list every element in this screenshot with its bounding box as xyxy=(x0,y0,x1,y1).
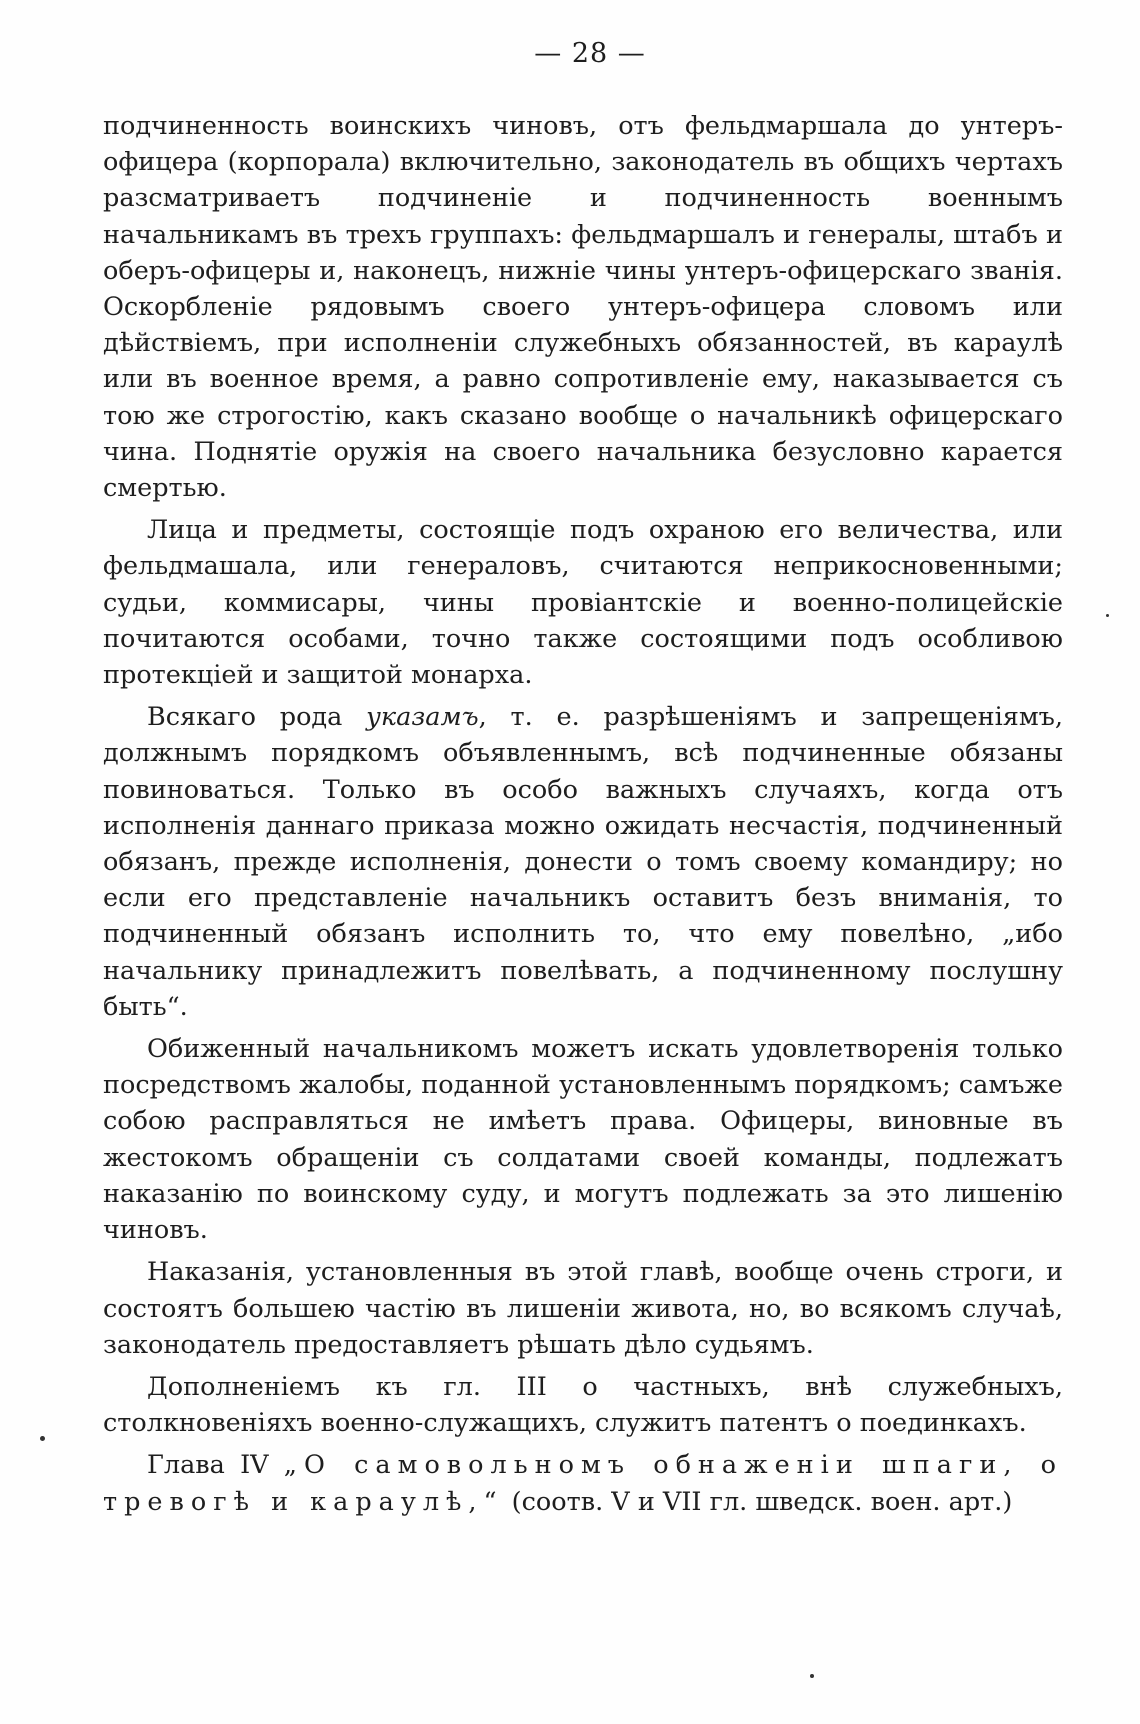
paragraph-punishments: Наказанія, установленныя въ этой главѣ, вообще очень строги, и состоятъ большею частію въ лишеніи живота, но, во всякомъ случаѣ, законодатель предоставляетъ рѣшать дѣло судьямъ. xyxy=(103,1257,1063,1360)
chapter-four-reference: (соотв. V и VII гл. шведск. воен. арт.) xyxy=(503,1486,1013,1517)
ink-speck xyxy=(1106,614,1109,617)
paragraph-complaints: Обиженный начальникомъ можетъ искать удовлетворенія только посредствомъ жалобы, поданной установленнымъ порядкомъ; самъже собою расправляться не имѣетъ права. Офицеры, виновные въ жестокомъ обращеніи съ солдатами своей команды, подлежатъ наказанію по воинскому суду, и могутъ подлежать за это лишенію чиновъ. xyxy=(103,1034,1063,1246)
paragraph-orders-lead: Всякаго рода xyxy=(147,702,367,733)
paragraph-protected-persons: Лица и предметы, состоящіе подъ охраною его величества, или фельдмашала, или генераловъ, считаются неприкосновенными; судьи, коммисары, чины провіантскіе и военно-полицейскіе почитаются особами, точно также состоящими подъ особливою протекціей и защитой монарха. xyxy=(103,515,1063,691)
paragraph-orders-text: , т. е. разрѣшеніямъ и запрещеніямъ, должнымъ порядкомъ объявленнымъ, всѣ подчиненные обязаны повиноваться. Только въ особо важныхъ случаяхъ, когда отъ исполненія даннаго приказа можно ожидать несчастія, подчиненный обязанъ, прежде исполненія, донести о томъ своему командиру; но если его представленіе начальникъ оставитъ безъ вниманія, то подчиненный обязанъ исполнить то, что ему повелѣно, „ибо начальнику принадлежитъ повелѣвать, а подчиненному послушну быть“. xyxy=(103,702,1063,1022)
chapter-four-title: „О самовольномъ обнаженіи шпаги, о тревогѣ и караулѣ,“ xyxy=(103,1450,1064,1517)
ink-speck xyxy=(810,1674,814,1678)
paragraph-orders xyxy=(103,699,1063,1025)
paragraph-orders-emphasis: указамъ xyxy=(366,702,479,733)
paragraph-duels: Дополненіемъ къ гл. III о частныхъ, внѣ служебныхъ, столкновеніяхъ военно-служащихъ, служитъ патентъ о поединкахъ. xyxy=(103,1371,1063,1439)
paragraph-subordination: подчиненность воинскихъ чиновъ, отъ фельдмаршала до унтеръ-офицера (корпорала) включительно, законодатель въ общихъ чертахъ разсматриваетъ подчиненіе и подчиненность военнымъ начальникамъ въ трехъ группахъ: фельдмаршалъ и генералы, штабъ и оберъ-офицеры и, наконецъ, нижніе чины унтеръ-офицерскаго званія. Оскорбленіе рядовымъ своего унтеръ-офицера словомъ или дѣйствіемъ, при исполненіи служебныхъ обязанностей, въ караулѣ или въ военное время, а равно сопротивленіе ему, наказывается съ тою же строгостію, какъ сказано вообще о начальникѣ офицерскаго чина. Поднятіе оружія на своего начальника безусловно карается смертью. xyxy=(103,111,1063,504)
page-number: — 28 — xyxy=(534,38,646,69)
paragraph-chapter-four xyxy=(103,1447,1063,1519)
chapter-four-lead: Глава IV xyxy=(147,1450,284,1481)
body-text xyxy=(103,108,1063,1526)
ink-speck xyxy=(40,1436,45,1441)
